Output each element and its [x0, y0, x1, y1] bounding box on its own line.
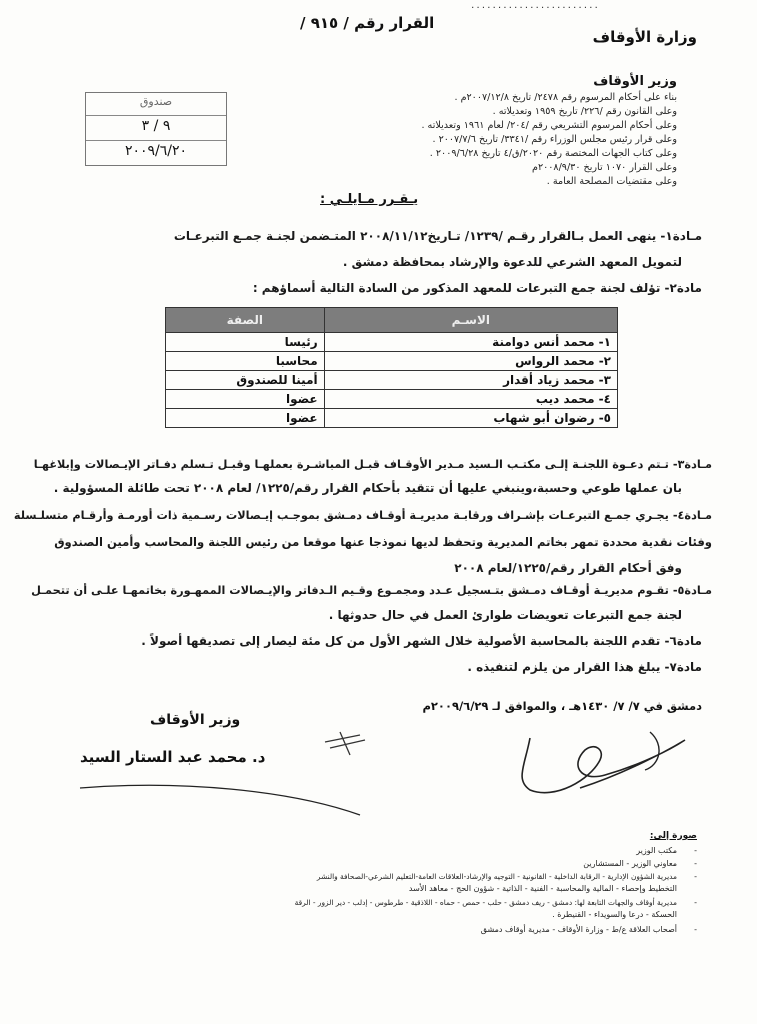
- member-name: ٤- محمد ديب: [324, 390, 617, 409]
- member-role: عضوا: [166, 409, 325, 428]
- column-header-role: الصفة: [166, 308, 325, 333]
- member-role: محاسبا: [166, 352, 325, 371]
- preamble-line: وعلى قرار رئيس مجلس الوزراء رقم /٣٣٤١/ تاريخ ٢٠٠٧/٧/٦ .: [432, 134, 677, 145]
- cc-line: التخطيط وإحصاء - المالية والمحاسبة - الفنية - الذاتية - شؤون الحج - معاهد الأسد: [408, 884, 677, 893]
- preamble-line: وعلى كتاب الجهات المختصة رقم ٢٠٢٠/ق/٤ تاريخ ٢٠٠٩/٦/٢٨ .: [429, 148, 677, 159]
- stamp-number: ٩ / ٣: [141, 118, 171, 134]
- preamble-line: بناء على أحكام المرسوم رقم ٢٤٧٨/ تاريخ ٢٠٠٧/١٢/٨م .: [454, 92, 677, 103]
- cc-bullet: -: [694, 925, 697, 934]
- top-strip-text: ٠٠٠٠٠٠٠٠٠٠٠٠٠٠٠٠٠٠٠٠٠٠٠٠: [470, 2, 599, 13]
- ministry-header: وزارة الأوقاف: [592, 28, 697, 46]
- preamble-line: وعلى القانون رقم /٢٢٦/ تاريخ ١٩٥٩ وتعديلاته .: [492, 106, 677, 117]
- article-7: مادة٧- يبلغ هذا القرار من يلزم لتنفيذه .: [467, 660, 702, 674]
- table-row: [166, 390, 618, 409]
- signatory-name: د. محمد عبد الستار السيد: [80, 748, 266, 766]
- column-header-name: الاسـم: [324, 308, 617, 333]
- decides-heading: يـقـرر مـايلـي :: [320, 192, 419, 207]
- member-name: ١- محمد أنس دوامنة: [324, 333, 617, 352]
- cc-line: أصحاب العلاقة ع/ط - وزارة الأوقاف - مديرية أوقاف دمشق: [480, 925, 677, 934]
- decision-number: القرار رقم / ٩١٥ /: [300, 14, 435, 32]
- member-name: ٥- رضوان أبو شهاب: [324, 409, 617, 428]
- preamble-line: وعلى أحكام المرسوم التشريعي رقم /٢٠٤/ لعام ١٩٦١ وتعديلاته .: [421, 120, 677, 131]
- member-name: ٣- محمد زياد أقدار: [324, 371, 617, 390]
- stamp-date: ٢٠٠٩/٦/٢٠: [124, 143, 188, 159]
- cc-bullet: -: [694, 872, 697, 881]
- member-role: أمينا للصندوق: [166, 371, 325, 390]
- issue-date: دمشق في ٧/ ٧/ ١٤٣٠هـ ، والموافق لـ ٢٠٠٩/٦/٢٩م: [422, 699, 702, 713]
- article-1: مـادة١- ينهى العمل بـالقرار رقـم /١٢٣٩/ تـاريخ٢٠٠٨/١١/١٢ المتـضمن لجنـة جمـع التبرعـات: [173, 229, 702, 243]
- table-row: [166, 371, 618, 390]
- article-1-cont: لتمويل المعهد الشرعي للدعوة والإرشاد بمحافظة دمشق .: [342, 255, 682, 269]
- member-role: رئيسا: [166, 333, 325, 352]
- article-4-cont: وفق أحكام القرار رقم/١٢٢٥/لعام ٢٠٠٨: [454, 561, 682, 575]
- cc-heading: صورة إلى:: [649, 831, 697, 841]
- committee-table: [165, 307, 618, 428]
- article-2: مادة٢- تؤلف لجنة جمع التبرعات للمعهد المذكور من السادة التالية أسماؤهم :: [252, 281, 702, 295]
- cc-bullet: -: [694, 846, 697, 855]
- article-4: مـادة٤- يجـري جمـع التبرعـات بإشـراف ورقابـة مديريـة أوقـاف دمـشق بموجـب إيـصالات رسـمية ذات أورمـة وأرقـام متسلـسلة: [13, 509, 712, 522]
- cc-line: معاوني الوزير - المستشارين: [583, 859, 677, 868]
- cc-line: مديرية أوقاف والجهات التابعة لها: دمشق - ريف دمشق - حلب - حمص - حماه - اللاذقية - طرطوس - إدلب - دير الزور - الرقة: [294, 898, 677, 907]
- preamble-line: وعلى القرار ١٠٧٠ تاريخ ٢٠٠٨/٩/٣٠م: [532, 162, 677, 173]
- cc-bullet: -: [694, 859, 697, 868]
- article-3-cont: بان عملها طوعي وحسبة،وينبغي عليها أن تتقيد بأحكام القرار رقم/١٢٢٥/ لعام ٢٠٠٨ تحت طائلة المسؤولية .: [53, 481, 682, 495]
- signature-title: وزير الأوقاف: [150, 712, 241, 728]
- table-row: [166, 409, 618, 428]
- cc-line: مكتب الوزير: [636, 846, 677, 855]
- article-3: مـادة٣- تـتم دعـوة اللجنـة إلـى مكتـب الـسيد مـدير الأوقـاف قبـل المباشـرة بعملهـا وقبـل تـسلم دفـاتر الإيـصالات وإبلاغهـا: [33, 458, 712, 471]
- table-row: [166, 333, 618, 352]
- handwritten-signature: [60, 720, 740, 840]
- member-role: عضوا: [166, 390, 325, 409]
- table-row: [166, 352, 618, 371]
- preamble-line: وعلى مقتضيات المصلحة العامة .: [546, 176, 677, 187]
- member-name: ٢- محمد الرواس: [324, 352, 617, 371]
- cc-bullet: -: [694, 898, 697, 907]
- registry-stamp: [85, 92, 227, 166]
- cc-line: الحسكة - درعا والسويداء - القنيطرة .: [552, 910, 677, 919]
- preamble-title: وزير الأوقاف: [593, 74, 677, 89]
- stamp-label: صندوق: [139, 95, 173, 108]
- article-5-cont: لجنة جمع التبرعات تعويضات طوارئ العمل في حال حدوثها .: [328, 608, 682, 622]
- cc-line: مديرية الشؤون الإدارية - الرقابة الداخلية - القانونية - التوجيه والإرشاد-العلاقات العامة-التعليم الشرعي-الصحافة والنشر: [316, 872, 677, 881]
- article-5: مـادة٥- تقـوم مديريـة أوقـاف دمـشق بتـسجيل عـدد ومجمـوع وقـيم الـدفاتر والإيـصالات الممهـورة بخاتمهـا علـى أن تتحمـل: [31, 584, 712, 597]
- article-6: مادة٦- تقدم اللجنة بالمحاسبة الأصولية خلال الشهر الأول من كل مئة ليصار إلى تصديقها أصولاً .: [141, 634, 702, 648]
- article-4-cont: وفئات نقدية محددة تمهر بخاتم المديرية وتحفظ لديها نموذجا عنها موقعا من رئيس اللجنة والمحاسب وأمين الصندوق: [54, 535, 712, 549]
